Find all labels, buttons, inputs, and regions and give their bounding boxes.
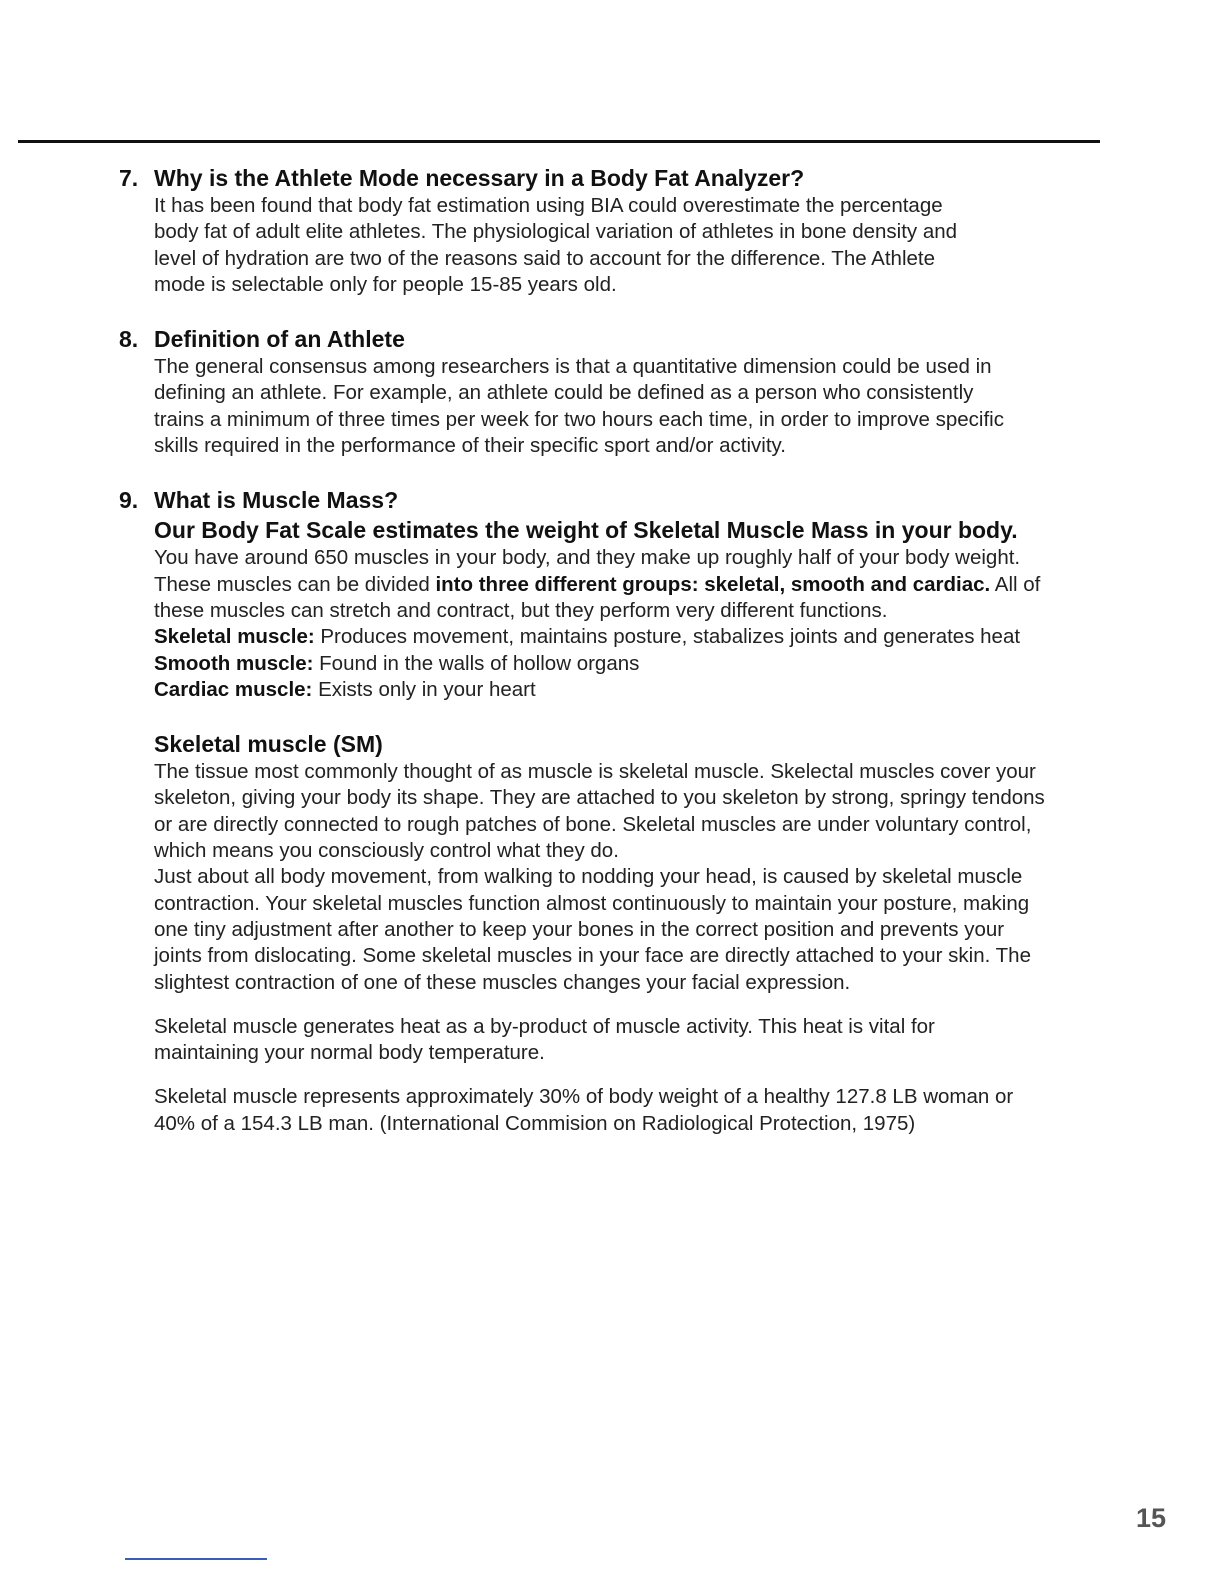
faq-item-7 <box>0 163 1224 298</box>
definition-label: Skeletal muscle: <box>154 625 315 649</box>
paragraph-line: skills required in the performance of their specific sport and/or activity. <box>154 434 786 458</box>
paragraph-line: Skeletal muscle represents approximately 30% of body weight of a healthy 127.8 LB woman or <box>154 1085 1014 1109</box>
text-run: These muscles can be divided <box>154 572 436 596</box>
paragraph-line: joints from dislocating. Some skeletal muscles in your face are directly attached to your skin. The <box>154 944 1031 968</box>
paragraph-line: body fat of adult elite athletes. The physiological variation of athletes in bone density and <box>154 220 958 244</box>
item-number: 8. <box>119 326 139 353</box>
paragraph-line <box>154 572 1154 598</box>
definition-skeletal <box>154 624 1154 650</box>
item-title: Definition of an Athlete <box>154 326 405 353</box>
definition-text: Produces movement, maintains posture, stabalizes joints and generates heat <box>314 625 1021 649</box>
paragraph-line: You have around 650 muscles in your body, and they make up roughly half of your body weight. <box>154 546 1021 570</box>
definition-label: Smooth muscle: <box>154 651 314 675</box>
item-title: Why is the Athlete Mode necessary in a Body Fat Analyzer? <box>154 165 805 191</box>
paragraph-line: The tissue most commonly thought of as muscle is skeletal muscle. Skelectal muscles cover your <box>154 760 1036 784</box>
paragraph-line: It has been found that body fat estimation using BIA could overestimate the percentage <box>154 194 943 217</box>
page-number: 15 <box>1135 1503 1166 1533</box>
paragraph-line: Skeletal muscle generates heat as a by-product of muscle activity. This heat is vital for <box>154 1014 935 1038</box>
paragraph-line: mode is selectable only for people 15-85 years old. <box>154 272 617 296</box>
item-number: 7. <box>119 165 139 191</box>
definition-label: Cardiac muscle: <box>154 677 313 701</box>
section-title: Skeletal muscle (SM) <box>154 731 383 758</box>
paragraph-line: Just about all body movement, from walking to nodding your head, is caused by skeletal muscle <box>154 865 1023 889</box>
paragraph-line: slightest contraction of one of these muscles changes your facial expression. <box>154 970 851 994</box>
item-title: What is Muscle Mass? <box>154 487 399 514</box>
faq-item-9 <box>0 485 1224 703</box>
paragraph-line: these muscles can stretch and contract, but they perform very different functions. <box>154 598 888 622</box>
paragraph-line: skeleton, giving your body its shape. They are attached to you skeleton by strong, springy tendons <box>154 786 1045 810</box>
paragraph-line: level of hydration are two of the reasons said to account for the difference. The Athlete <box>154 246 936 270</box>
faq-item-8 <box>0 324 1224 459</box>
page-content <box>0 163 1224 1137</box>
paragraph-line: defining an athlete. For example, an athlete could be defined as a person who consistently <box>154 381 974 405</box>
item-subtitle: Our Body Fat Scale estimates the weight of Skeletal Muscle Mass in your body. <box>154 517 1018 544</box>
paragraph-line: contraction. Your skeletal muscles function almost continuously to maintain your posture, making <box>154 891 1030 915</box>
text-run: All of <box>990 572 1041 596</box>
definition-text: Exists only in your heart <box>312 677 536 701</box>
paragraph-line: one tiny adjustment after another to keep your bones in the correct position and prevents your <box>154 917 1005 941</box>
item-number: 9. <box>119 487 139 514</box>
bold-text-run: into three different groups: skeletal, smooth and cardiac. <box>435 572 991 596</box>
definition-smooth <box>154 651 1154 677</box>
paragraph-line: which means you consciously control what they do. <box>154 839 619 863</box>
paragraph-line: trains a minimum of three times per week for two hours each time, in order to improve specific <box>154 407 1004 431</box>
definition-cardiac <box>154 677 1154 703</box>
footer-rule <box>125 1558 267 1560</box>
header-rule <box>18 140 1100 143</box>
definition-text: Found in the walls of hollow organs <box>313 651 640 675</box>
skeletal-muscle-section <box>0 729 1224 1137</box>
paragraph-line: 40% of a 154.3 LB man. (International Commision on Radiological Protection, 1975) <box>154 1111 916 1135</box>
paragraph-line: or are directly connected to rough patches of bone. Skeletal muscles are under voluntary control, <box>154 812 1032 836</box>
paragraph-line: The general consensus among researchers is that a quantitative dimension could be used in <box>154 355 992 379</box>
paragraph-line: maintaining your normal body temperature. <box>154 1041 545 1065</box>
